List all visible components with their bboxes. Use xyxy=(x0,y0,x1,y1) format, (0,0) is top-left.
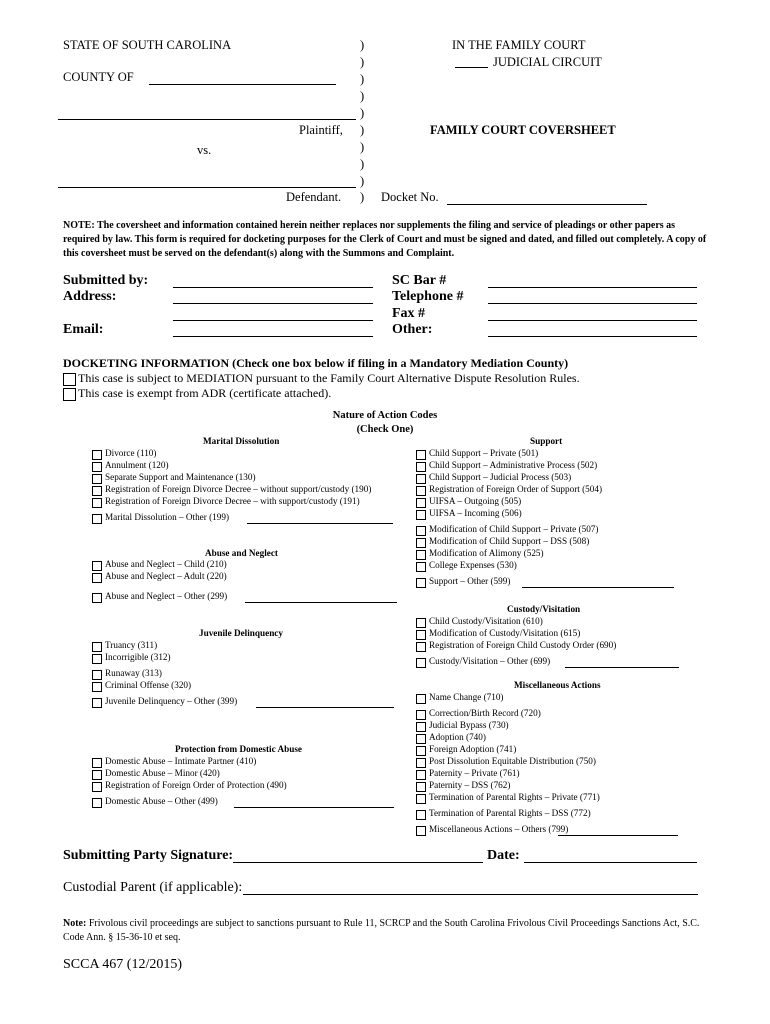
protection-label-0: Domestic Abuse – Intimate Partner (410) xyxy=(105,756,257,766)
support-label-5: UIFSA – Incoming (506) xyxy=(429,508,522,518)
county-label: COUNTY OF xyxy=(63,70,134,84)
support-label-9: College Expenses (530) xyxy=(429,560,517,570)
misc-checkbox-1[interactable] xyxy=(416,710,426,720)
marital-checkbox-0[interactable] xyxy=(92,450,102,460)
marital-label-5: Marital Dissolution – Other (199) xyxy=(105,512,230,522)
plaintiff-name-field[interactable] xyxy=(58,119,356,120)
juvenile-label-4: Juvenile Delinquency – Other (399) xyxy=(105,696,238,706)
marital-checkbox-4[interactable] xyxy=(92,498,102,508)
custodial-parent-label: Custodial Parent (if applicable): xyxy=(63,880,243,895)
misc-checkbox-7[interactable] xyxy=(416,782,426,792)
signature-label: Submitting Party Signature: xyxy=(63,848,234,863)
misc-checkbox-6[interactable] xyxy=(416,770,426,780)
abuse-heading: Abuse and Neglect xyxy=(205,548,278,558)
juvenile-label-3: Criminal Offense (320) xyxy=(105,680,192,690)
telephone-field[interactable] xyxy=(488,303,697,304)
telephone-label: Telephone # xyxy=(392,289,464,304)
support-checkbox-0[interactable] xyxy=(416,450,426,460)
abuse-checkbox-1[interactable] xyxy=(92,573,102,583)
email-field[interactable] xyxy=(173,336,373,337)
address-field-2[interactable] xyxy=(173,320,373,321)
juvenile-label-0: Truancy (311) xyxy=(105,640,158,650)
sc-bar-label: SC Bar # xyxy=(392,273,447,288)
protection-other-specify-field[interactable] xyxy=(234,807,394,808)
frivolous-note xyxy=(63,917,723,945)
fax-label: Fax # xyxy=(392,306,426,321)
misc-label-0: Name Change (710) xyxy=(429,692,504,702)
county-field[interactable] xyxy=(149,84,336,85)
misc-heading: Miscellaneous Actions xyxy=(514,680,601,690)
protection-label-3: Domestic Abuse – Other (499) xyxy=(105,796,218,806)
marital-other-specify-field[interactable] xyxy=(247,523,393,524)
support-checkbox-7[interactable] xyxy=(416,538,426,548)
marital-checkbox-5[interactable] xyxy=(92,514,102,524)
coversheet-note: NOTE: The coversheet and information contained herein neither replaces nor supplements the filing and service of pleadings or other papers as required by law. This form is required for docketing purposes for the Clerk of Court and must be signed and dated, and filled out completely. A copy of this coversheet must be served on the defendant(s) along with the Summons and Complaint. xyxy=(63,220,707,259)
misc-label-7: Paternity – DSS (762) xyxy=(429,780,511,790)
misc-label-1: Correction/Birth Record (720) xyxy=(429,708,541,718)
support-label-1: Child Support – Administrative Process (502) xyxy=(429,460,598,470)
support-checkbox-6[interactable] xyxy=(416,526,426,536)
abuse-label-2: Abuse and Neglect – Other (299) xyxy=(105,591,228,601)
circuit-number-field[interactable] xyxy=(455,67,488,68)
mediation-label: This case is subject to MEDIATION pursuant to the Family Court Alternative Dispute Resolution Rules. xyxy=(78,371,580,385)
protection-checkbox-0[interactable] xyxy=(92,758,102,768)
juvenile-heading: Juvenile Delinquency xyxy=(199,628,283,638)
misc-checkbox-8[interactable] xyxy=(416,794,426,804)
misc-checkbox-5[interactable] xyxy=(416,758,426,768)
docketing-heading: DOCKETING INFORMATION (Check one box below if filing in a Mandatory Mediation County) xyxy=(63,356,569,370)
protection-checkbox-3[interactable] xyxy=(92,798,102,808)
plaintiff-label: Plaintiff, xyxy=(299,123,343,137)
fax-field[interactable] xyxy=(488,320,697,321)
adr-exempt-checkbox[interactable] xyxy=(63,388,76,401)
marital-checkbox-2[interactable] xyxy=(92,474,102,484)
misc-label-8: Termination of Parental Rights – Private (771) xyxy=(429,792,600,802)
frivolous-note-text: Frivolous civil proceedings are subject to sanctions pursuant to Rule 11, SCRCP and the South Carolina Frivolous Civil Proceedings Sanctions Act, S.C. Code Ann. § 15-36-10 et seq. xyxy=(63,918,700,943)
misc-label-9: Termination of Parental Rights – DSS (772) xyxy=(429,808,591,818)
other-field[interactable] xyxy=(488,336,697,337)
custody-label-2: Registration of Foreign Child Custody Order (690) xyxy=(429,640,617,650)
support-checkbox-1[interactable] xyxy=(416,462,426,472)
submitted-by-label: Submitted by: xyxy=(63,273,149,288)
custody-checkbox-0[interactable] xyxy=(416,618,426,628)
abuse-checkbox-0[interactable] xyxy=(92,561,102,571)
state-label: STATE OF SOUTH CAROLINA xyxy=(63,38,232,52)
custody-checkbox-1[interactable] xyxy=(416,630,426,640)
misc-label-6: Paternity – Private (761) xyxy=(429,768,520,778)
adr-exempt-label: This case is exempt from ADR (certificate attached). xyxy=(78,386,332,400)
marital-checkbox-1[interactable] xyxy=(92,462,102,472)
juvenile-other-specify-field[interactable] xyxy=(256,707,394,708)
docket-number-field[interactable] xyxy=(447,204,647,205)
abuse-label-0: Abuse and Neglect – Child (210) xyxy=(105,559,227,569)
form-id: SCCA 467 (12/2015) xyxy=(63,957,183,972)
vs-label: vs. xyxy=(197,143,212,157)
court-label: IN THE FAMILY COURT xyxy=(452,38,586,52)
misc-checkbox-9[interactable] xyxy=(416,810,426,820)
marital-heading: Marital Dissolution xyxy=(203,436,280,446)
custody-label-3: Custody/Visitation – Other (699) xyxy=(429,656,551,666)
support-label-10: Support – Other (599) xyxy=(429,576,511,586)
form-title: FAMILY COURT COVERSHEET xyxy=(430,123,616,137)
protection-heading: Protection from Domestic Abuse xyxy=(175,744,302,754)
marital-label-1: Annulment (120) xyxy=(105,460,169,470)
defendant-label: Defendant. xyxy=(286,190,342,204)
support-checkbox-9[interactable] xyxy=(416,562,426,572)
misc-other-specify-field[interactable] xyxy=(558,835,678,836)
support-other-specify-field[interactable] xyxy=(522,587,674,588)
support-label-2: Child Support – Judicial Process (503) xyxy=(429,472,572,482)
defendant-name-field[interactable] xyxy=(58,187,356,188)
protection-checkbox-1[interactable] xyxy=(92,770,102,780)
email-label: Email: xyxy=(63,322,104,337)
misc-label-10: Miscellaneous Actions – Others (799) xyxy=(429,824,569,834)
sc-bar-field[interactable] xyxy=(488,287,697,288)
misc-label-5: Post Dissolution Equitable Distribution (750) xyxy=(429,756,596,766)
support-label-3: Registration of Foreign Order of Support (504) xyxy=(429,484,603,494)
juvenile-checkbox-1[interactable] xyxy=(92,654,102,664)
support-label-0: Child Support – Private (501) xyxy=(429,448,539,458)
support-checkbox-5[interactable] xyxy=(416,510,426,520)
marital-label-2: Separate Support and Maintenance (130) xyxy=(105,472,256,482)
address-field-1[interactable] xyxy=(173,303,373,304)
date-label: Date: xyxy=(487,848,520,863)
custody-other-specify-field[interactable] xyxy=(565,667,679,668)
address-label: Address: xyxy=(63,289,117,304)
marital-label-0: Divorce (110) xyxy=(105,448,157,458)
mediation-checkbox[interactable] xyxy=(63,373,76,386)
abuse-checkbox-2[interactable] xyxy=(92,593,102,603)
custody-checkbox-3[interactable] xyxy=(416,658,426,668)
other-label: Other: xyxy=(392,322,433,337)
frivolous-note-label: Note: xyxy=(63,918,87,929)
codes-subtitle: (Check One) xyxy=(356,424,414,435)
support-label-7: Modification of Child Support – DSS (508) xyxy=(429,536,590,546)
marital-label-3: Registration of Foreign Divorce Decree – without support/custody (190) xyxy=(105,484,372,494)
abuse-label-1: Abuse and Neglect – Adult (220) xyxy=(105,571,227,581)
abuse-other-specify-field[interactable] xyxy=(245,602,397,603)
support-checkbox-2[interactable] xyxy=(416,474,426,484)
protection-checkbox-2[interactable] xyxy=(92,782,102,792)
juvenile-checkbox-2[interactable] xyxy=(92,670,102,680)
support-heading: Support xyxy=(530,436,563,446)
support-label-6: Modification of Child Support – Private (507) xyxy=(429,524,599,534)
support-checkbox-8[interactable] xyxy=(416,550,426,560)
misc-checkbox-2[interactable] xyxy=(416,722,426,732)
circuit-label: JUDICIAL CIRCUIT xyxy=(493,55,602,69)
support-checkbox-10[interactable] xyxy=(416,578,426,588)
support-label-4: UIFSA – Outgoing (505) xyxy=(429,496,522,506)
custody-label-0: Child Custody/Visitation (610) xyxy=(429,616,543,626)
codes-title: Nature of Action Codes xyxy=(332,410,438,421)
misc-checkbox-3[interactable] xyxy=(416,734,426,744)
juvenile-label-2: Runaway (313) xyxy=(105,668,162,678)
custody-heading: Custody/Visitation xyxy=(507,604,581,614)
misc-checkbox-4[interactable] xyxy=(416,746,426,756)
protection-label-1: Domestic Abuse – Minor (420) xyxy=(105,768,220,778)
juvenile-label-1: Incorrigible (312) xyxy=(105,652,171,662)
custody-label-1: Modification of Custody/Visitation (615) xyxy=(429,628,581,638)
date-field[interactable] xyxy=(524,862,697,863)
support-label-8: Modification of Alimony (525) xyxy=(429,548,544,558)
marital-checkbox-3[interactable] xyxy=(92,486,102,496)
custody-checkbox-2[interactable] xyxy=(416,642,426,652)
juvenile-checkbox-0[interactable] xyxy=(92,642,102,652)
submitted-by-field[interactable] xyxy=(173,287,373,288)
misc-label-4: Foreign Adoption (741) xyxy=(429,744,517,754)
misc-label-3: Adoption (740) xyxy=(429,732,486,742)
support-checkbox-4[interactable] xyxy=(416,498,426,508)
juvenile-checkbox-4[interactable] xyxy=(92,698,102,708)
docket-label: Docket No. xyxy=(381,190,439,204)
custodial-parent-field[interactable] xyxy=(243,894,698,895)
protection-label-2: Registration of Foreign Order of Protection (490) xyxy=(105,780,287,790)
misc-checkbox-0[interactable] xyxy=(416,694,426,704)
misc-checkbox-10[interactable] xyxy=(416,826,426,836)
signature-field[interactable] xyxy=(233,862,483,863)
marital-label-4: Registration of Foreign Divorce Decree – with support/custody (191) xyxy=(105,496,360,506)
juvenile-checkbox-3[interactable] xyxy=(92,682,102,692)
support-checkbox-3[interactable] xyxy=(416,486,426,496)
misc-label-2: Judicial Bypass (730) xyxy=(429,720,509,730)
